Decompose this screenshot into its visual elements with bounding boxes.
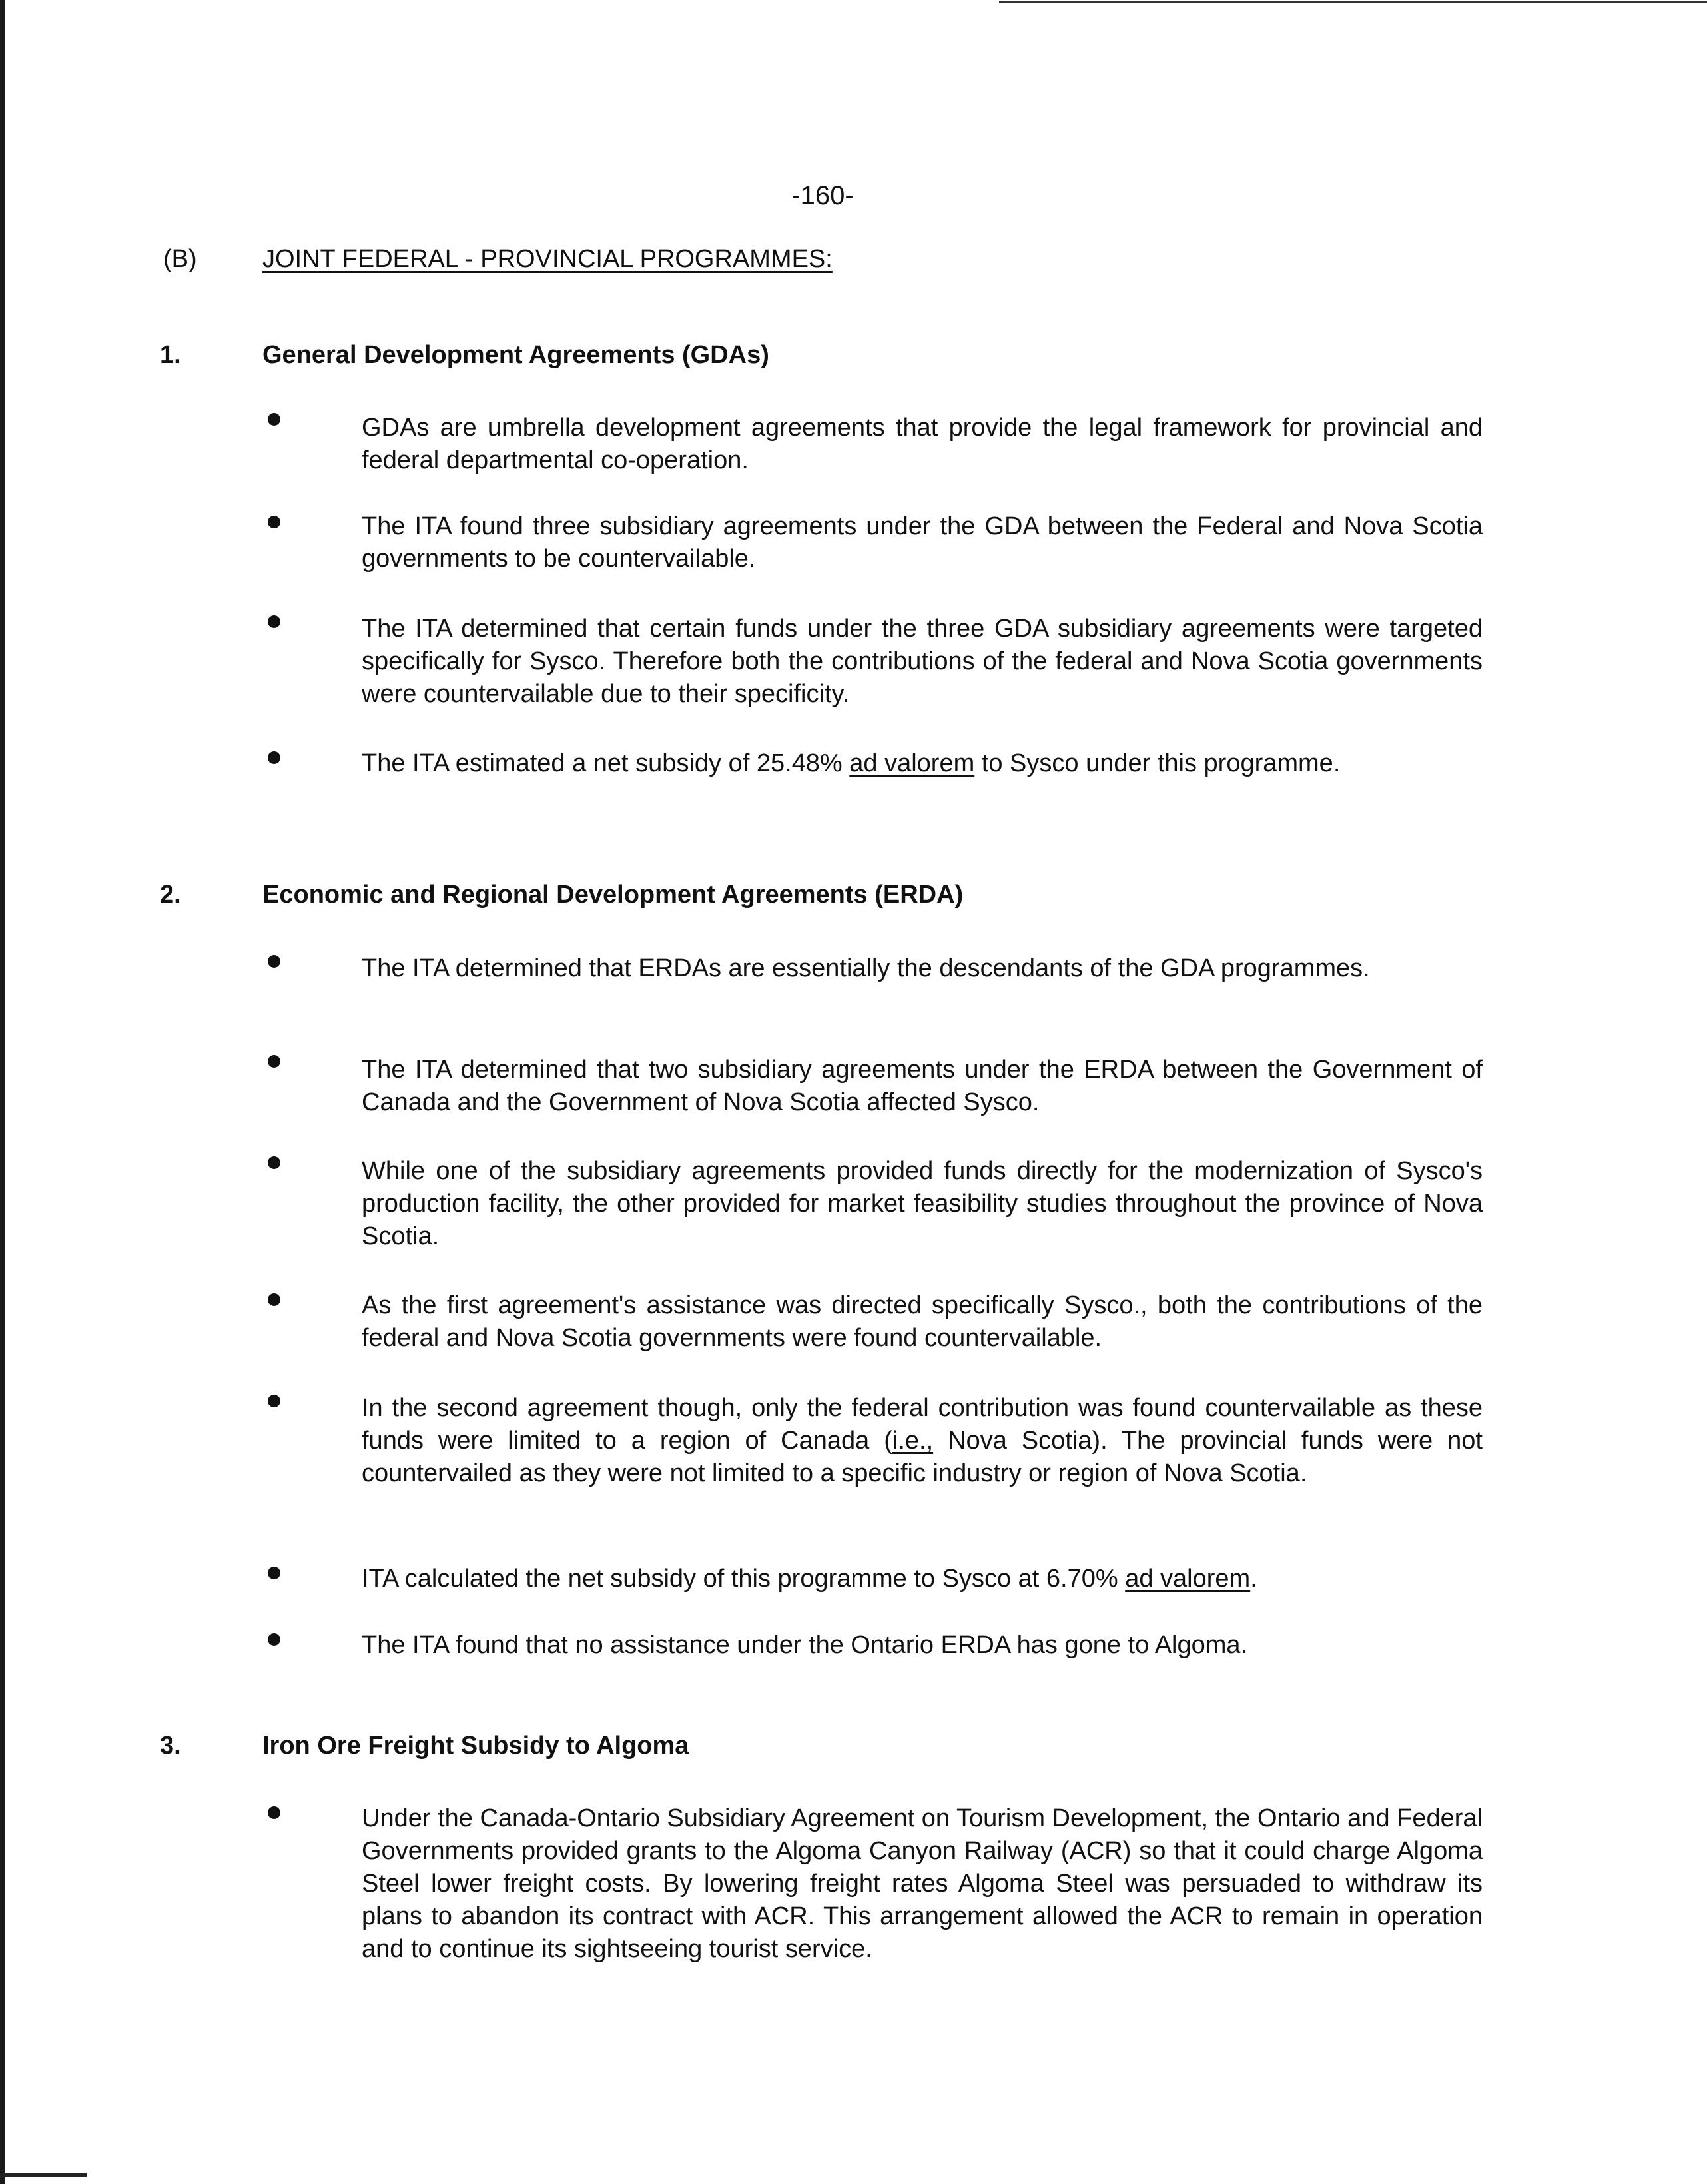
item-1-number: 1. <box>160 341 181 369</box>
item-3-title: Iron Ore Freight Subsidy to Algoma <box>262 1732 689 1760</box>
section-title: JOINT FEDERAL - PROVINCIAL PROGRAMMES: <box>262 245 833 273</box>
bullet-icon <box>262 1389 284 1411</box>
bullet-icon <box>262 610 284 631</box>
item-1-bullet-3: The ITA determined that certain funds under the three GDA subsidiary agreements were targeted specifically for Sysco. Therefore both the contributions of the federal and Nova Scotia governments were countervailable due to their specificity. <box>362 615 1483 708</box>
item-2-bullet-6: ITA calculated the net subsidy of this programme to Sysco at 6.70% ad valorem. <box>362 1565 1257 1593</box>
bullet-icon <box>262 1801 284 1822</box>
item-1-bullet-4: The ITA estimated a net subsidy of 25.48% ad valorem to Sysco under this programme. <box>362 749 1341 777</box>
scan-edge-left <box>0 0 5 2184</box>
item-3-number: 3. <box>160 1732 181 1760</box>
item-2-bullet-5: In the second agreement though, only the federal contribution was found countervailable as these funds were limited to a region of Canada (i.e., Nova Scotia). The provincial funds were not countervailed as they were not limited to a specific industry or region of Nova Scotia. <box>362 1394 1483 1487</box>
bullet-icon <box>262 950 284 971</box>
scan-edge-top <box>999 1 1707 3</box>
item-2-bullet-2: The ITA determined that two subsidiary agreements under the ERDA between the Government of Canada and the Government of Nova Scotia affected Sysco. <box>362 1056 1483 1116</box>
bullet-icon <box>262 510 284 532</box>
item-2-bullet-1: The ITA determined that ERDAs are essentially the descendants of the GDA programmes. <box>362 954 1370 982</box>
bullet-icon <box>262 1561 284 1583</box>
item-1-title: General Development Agreements (GDAs) <box>262 341 769 369</box>
bullet-icon <box>262 1628 284 1649</box>
item-3-bullet-1: Under the Canada-Ontario Subsidiary Agreement on Tourism Development, the Ontario and Federal Governments provided grants to the Algoma Canyon Railway (ACR) so that it could charge Algoma Steel lower freight costs. By lowering freight rates Algoma Steel was persuaded to withdraw its plans to abandon its contract with ACR. This arrangement allowed the ACR to remain in operation and to continue its sightseeing tourist service. <box>362 1804 1483 1963</box>
section-label: (B) <box>163 245 197 273</box>
item-1-bullet-1: GDAs are umbrella development agreements that provide the legal framework for provincial and federal departmental co-operation. <box>362 414 1483 474</box>
item-2-bullet-7: The ITA found that no assistance under the Ontario ERDA has gone to Algoma. <box>362 1631 1248 1659</box>
item-2-title: Economic and Regional Development Agreements (ERDA) <box>262 881 964 909</box>
scan-edge-bottom <box>0 2173 87 2177</box>
item-1-bullet-2: The ITA found three subsidiary agreements under the GDA between the Federal and Nova Scotia governments to be countervailable. <box>362 512 1483 573</box>
bullet-icon <box>262 1288 284 1309</box>
bullet-icon <box>262 746 284 767</box>
bullet-icon <box>262 408 284 429</box>
page-number: -160- <box>791 181 854 210</box>
item-2-bullet-4: As the first agreement's assistance was directed specifically Sysco., both the contributions of the federal and Nova Scotia governments were found countervailable. <box>362 1291 1483 1352</box>
bullet-icon <box>262 1050 284 1071</box>
bullet-icon <box>262 1151 284 1172</box>
item-2-number: 2. <box>160 881 181 909</box>
item-2-bullet-3: While one of the subsidiary agreements provided funds directly for the modernization of Sysco's production facility, the other provided for market feasibility studies throughout the province of Nova Scotia. <box>362 1157 1483 1250</box>
